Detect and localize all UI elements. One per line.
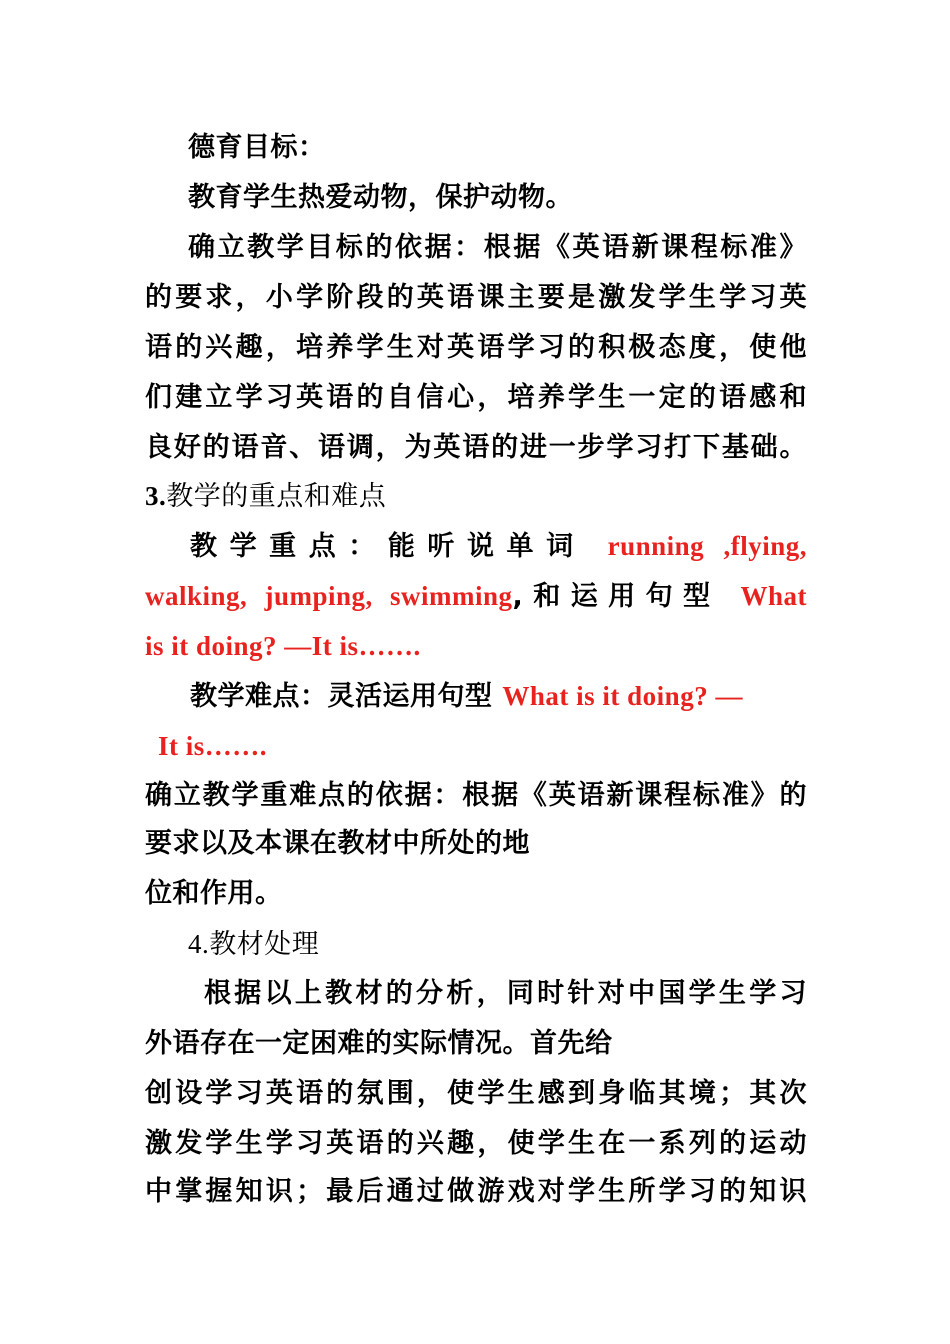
- section4-heading-text: 教材处理: [209, 929, 320, 959]
- material-line-1: 根据以上教材的分析，同时针对中国学生学习: [204, 978, 807, 1009]
- goal-basis-line-3: 语的兴趣，培养学生对英语学习的积极态度，使他: [145, 332, 807, 363]
- key-points-line-2: [145, 578, 807, 615]
- moral-goal-text: 教育学生热爱动物，保护动物。: [188, 182, 573, 213]
- section3-heading: [145, 478, 807, 515]
- goal-basis-line-5: 良好的语音、语调，为英语的进一步学习打下基础。: [145, 432, 807, 463]
- key-points-mid: ,和运用句型: [512, 581, 721, 612]
- moral-goal-heading: 德育目标：: [188, 132, 326, 163]
- goal-basis-line-2: 的要求，小学阶段的英语课主要是激发学生学习英: [145, 282, 807, 313]
- key-basis-line-3: 位和作用。: [145, 878, 283, 909]
- key-basis-line-1: 确立教学重难点的依据：根据《英语新课程标准》的: [145, 780, 807, 811]
- key-words-2: walking, jumping, swimming: [145, 581, 513, 611]
- key-words-1: running ,flying,: [607, 531, 808, 561]
- difficult-sentence-1: What is it doing? —: [502, 681, 743, 711]
- section4-heading: [188, 926, 850, 963]
- section3-heading-text: 教学的重点和难点: [166, 481, 387, 511]
- difficult-points-line-2: [158, 728, 820, 765]
- key-points-line-1: [190, 528, 807, 565]
- key-points-label: 教学重点：能听说单词: [190, 531, 586, 562]
- goal-basis-line-1: 确立教学目标的依据：根据《英语新课程标准》: [188, 232, 807, 263]
- material-line-5: 中掌握知识；最后通过做游戏对学生所学习的知识: [145, 1176, 807, 1207]
- section3-heading-number: 3.: [145, 481, 167, 511]
- material-line-3: 创设学习英语的氛围，使学生感到身临其境；其次: [145, 1078, 807, 1109]
- key-sentence-2: is it doing? —It is…….: [145, 631, 421, 661]
- material-line-2: 外语存在一定困难的实际情况。首先给: [145, 1028, 613, 1059]
- difficult-points-line-1: [190, 678, 807, 715]
- goal-basis-line-4: 们建立学习英语的自信心，培养学生一定的语感和: [145, 382, 807, 413]
- material-line-4: 激发学生学习英语的兴趣，使学生在一系列的运动: [145, 1128, 807, 1159]
- key-basis-line-2: 要求以及本课在教材中所处的地: [145, 828, 530, 859]
- difficult-sentence-2: It is…….: [158, 731, 268, 761]
- key-sentence-1: What: [740, 581, 807, 611]
- key-points-line-3: [145, 628, 807, 665]
- section4-heading-number: 4.: [188, 929, 210, 959]
- difficult-points-label: 教学难点：灵活运用句型: [190, 681, 493, 712]
